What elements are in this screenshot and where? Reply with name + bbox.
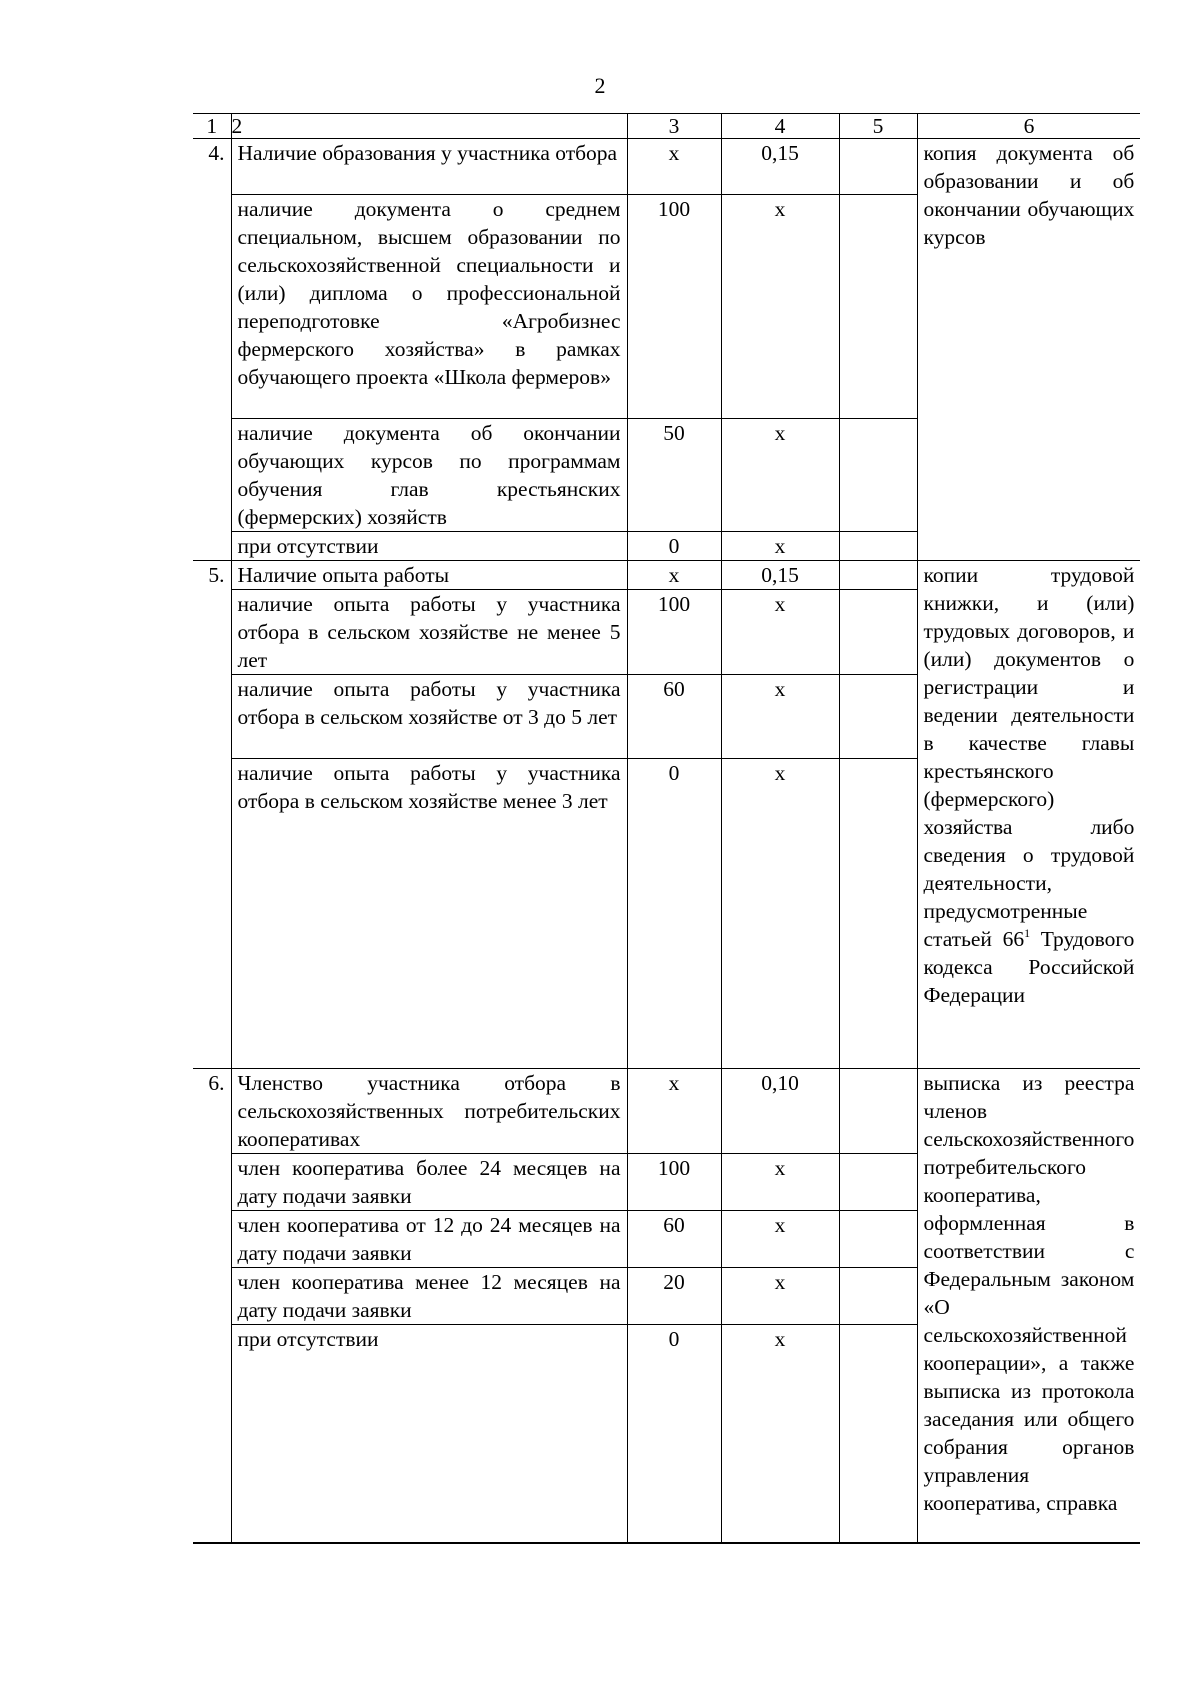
- criterion-cell: наличие опыта работы у участника отбора в сельском хозяйстве от 3 до 5 лет: [231, 675, 627, 759]
- score-cell: 20: [627, 1268, 721, 1325]
- weight-cell: 0,15: [721, 139, 839, 195]
- value-cell: [839, 1325, 917, 1543]
- weight-cell: х: [721, 195, 839, 419]
- documents-cell: [917, 561, 1140, 1069]
- value-cell: [839, 195, 917, 419]
- column-header: 6: [917, 114, 1140, 139]
- value-cell: [839, 139, 917, 195]
- value-cell: [839, 561, 917, 590]
- criterion-cell: при отсутствии: [231, 1325, 627, 1543]
- score-cell: 100: [627, 195, 721, 419]
- criterion-cell: Членство участника отбора в сельскохозяйственных потребительских кооперативах: [231, 1069, 627, 1154]
- section-number: 5.: [193, 561, 231, 1069]
- value-cell: [839, 1211, 917, 1268]
- column-header: 2: [231, 114, 627, 139]
- documents-cell: копия документа об образовании и об окончании обучающих курсов: [917, 139, 1140, 561]
- section-number: 4.: [193, 139, 231, 561]
- column-header: 1: [193, 114, 231, 139]
- weight-cell: х: [721, 1325, 839, 1543]
- criterion-cell: при отсутствии: [231, 532, 627, 561]
- table-row: [193, 1069, 1140, 1154]
- weight-cell: х: [721, 1268, 839, 1325]
- column-header: 4: [721, 114, 839, 139]
- criterion-cell: наличие опыта работы у участника отбора в сельском хозяйстве не менее 5 лет: [231, 590, 627, 675]
- criteria-table: [193, 113, 1140, 1544]
- column-header: 3: [627, 114, 721, 139]
- score-cell: 50: [627, 419, 721, 532]
- weight-cell: х: [721, 590, 839, 675]
- weight-cell: х: [721, 759, 839, 1069]
- score-cell: 0: [627, 759, 721, 1069]
- section-number: 6.: [193, 1069, 231, 1543]
- criterion-cell: член кооператива менее 12 месяцев на дату подачи заявки: [231, 1268, 627, 1325]
- value-cell: [839, 759, 917, 1069]
- value-cell: [839, 1154, 917, 1211]
- value-cell: [839, 675, 917, 759]
- score-cell: 0: [627, 1325, 721, 1543]
- documents-cell: выписка из реестра членов сельскохозяйственного потребительского кооператива, оформленная в соответствии с Федеральным законом «О сельскохозяйственной кооперации», а также выписка из протокола заседания или общего собрания органов управления кооператива, справка: [917, 1069, 1140, 1543]
- weight-cell: х: [721, 419, 839, 532]
- criterion-cell: член кооператива более 24 месяцев на дату подачи заявки: [231, 1154, 627, 1211]
- score-cell: х: [627, 561, 721, 590]
- documents-text: Трудового кодекса Российской Федерации: [923, 927, 1135, 1007]
- score-cell: 100: [627, 1154, 721, 1211]
- weight-cell: х: [721, 1211, 839, 1268]
- score-cell: 60: [627, 1211, 721, 1268]
- value-cell: [839, 590, 917, 675]
- weight-cell: 0,15: [721, 561, 839, 590]
- criterion-cell: наличие опыта работы у участника отбора в сельском хозяйстве менее 3 лет: [231, 759, 627, 1069]
- superscript: 1: [1024, 926, 1031, 940]
- score-cell: х: [627, 1069, 721, 1154]
- value-cell: [839, 1069, 917, 1154]
- documents-text: копии трудовой книжки, и (или) трудовых договоров, и (или) документов о регистрации и ведении деятельности в качестве главы крестьянского (фермерского) хозяйства либо сведения о трудовой деятельности, предусмотренные статьей 66: [923, 563, 1135, 951]
- weight-cell: 0,10: [721, 1069, 839, 1154]
- criterion-cell: наличие документа об окончании обучающих курсов по программам обучения глав крестьянских (фермерских) хозяйств: [231, 419, 627, 532]
- table-row: [193, 139, 1140, 195]
- column-header-row: [193, 114, 1140, 139]
- page-number: 2: [594, 73, 606, 98]
- weight-cell: х: [721, 532, 839, 561]
- value-cell: [839, 532, 917, 561]
- table-row: [193, 561, 1140, 590]
- criterion-cell: наличие документа о среднем специальном, высшем образовании по сельскохозяйственной специальности и (или) диплома о профессиональной переподготовке «Агробизнес фермерского хозяйства» в рамках обучающего проекта «Школа фермеров»: [231, 195, 627, 419]
- criterion-cell: член кооператива от 12 до 24 месяцев на дату подачи заявки: [231, 1211, 627, 1268]
- value-cell: [839, 1268, 917, 1325]
- criterion-cell: Наличие опыта работы: [231, 561, 627, 590]
- score-cell: х: [627, 139, 721, 195]
- criterion-cell: Наличие образования у участника отбора: [231, 139, 627, 195]
- column-header: 5: [839, 114, 917, 139]
- weight-cell: х: [721, 1154, 839, 1211]
- score-cell: 0: [627, 532, 721, 561]
- value-cell: [839, 419, 917, 532]
- score-cell: 60: [627, 675, 721, 759]
- score-cell: 100: [627, 590, 721, 675]
- weight-cell: х: [721, 675, 839, 759]
